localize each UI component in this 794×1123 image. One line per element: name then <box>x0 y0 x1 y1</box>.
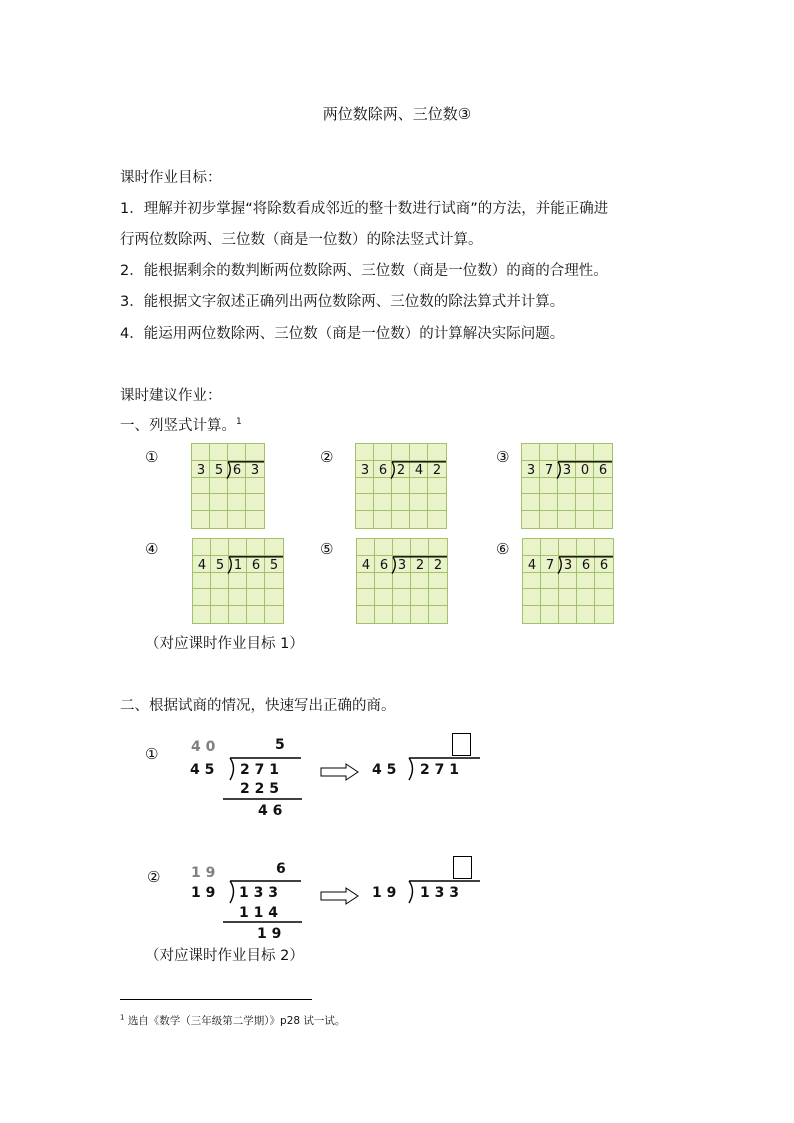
footnote-text: 选自《数学（三年级第二学期）》p28 试一试。 <box>127 1015 346 1027</box>
divisor-digit: 5 <box>215 557 225 573</box>
dividend-digit: 6 <box>232 462 242 478</box>
dividend-digit: 3 <box>397 557 407 573</box>
dividend-digit: 6 <box>581 557 591 573</box>
homework-heading: 课时建议作业： <box>120 388 222 404</box>
divisor-digit: 3 <box>360 462 370 478</box>
divisor-digit: 7 <box>545 557 555 573</box>
problem-2-number: ② <box>320 448 334 466</box>
footnote-mark: 1 <box>120 1013 125 1022</box>
s2-p2-answer-box[interactable] <box>453 856 472 879</box>
section-2-target: （对应课时作业目标 2） <box>145 948 304 964</box>
s2-p2-dividend: 1 3 3 <box>239 885 278 901</box>
division-bracket <box>357 539 447 623</box>
dividend-digit: 0 <box>580 462 590 478</box>
footnote-ref: 1 <box>236 417 242 428</box>
goal-2: 2．能根据剩余的数判断两位数除两、三位数（商是一位数）的商的合理性。 <box>120 263 608 279</box>
divisor-digit: 4 <box>361 557 371 573</box>
dividend-digit: 2 <box>433 557 443 573</box>
division-bracket <box>193 539 283 623</box>
s2-p2-divisor: 1 9 <box>191 885 216 901</box>
goal-1-line-2: 行两位数除两、三位数（商是一位数）的除法竖式计算。 <box>120 232 483 248</box>
problem-5-number: ⑤ <box>320 540 334 558</box>
s2-p1-answer-divisor: 4 5 <box>372 762 397 778</box>
section-2-title: 二、根据试商的情况，快速写出正确的商。 <box>120 698 396 714</box>
divisor-digit: 5 <box>214 462 224 478</box>
dividend-digit: 3 <box>250 462 260 478</box>
section-1-title-text: 一、列竖式计算。 <box>120 418 236 434</box>
footnote-rule <box>120 999 312 1000</box>
grid-problem-3[interactable] <box>521 443 613 529</box>
grid-problem-4[interactable] <box>192 538 284 624</box>
goals-heading: 课时作业目标： <box>120 170 222 186</box>
section-1-target: （对应课时作业目标 1） <box>145 636 304 652</box>
divisor-digit: 4 <box>527 557 537 573</box>
s2-p1-answer-box[interactable] <box>452 733 471 756</box>
s2-problem-1-number: ① <box>145 745 159 763</box>
grid-problem-1[interactable] <box>191 443 265 529</box>
s2-p2-remainder: 1 9 <box>257 926 282 942</box>
grid-problem-2[interactable] <box>355 443 447 529</box>
s2-p1-product: 2 2 5 <box>240 781 279 797</box>
dividend-digit: 1 <box>233 557 243 573</box>
arrow-icon <box>320 763 360 781</box>
divisor-digit: 6 <box>378 462 388 478</box>
problem-3-number: ③ <box>496 448 510 466</box>
dividend-digit: 6 <box>599 557 609 573</box>
dividend-digit: 5 <box>269 557 279 573</box>
dividend-digit: 6 <box>251 557 261 573</box>
grid-problem-5[interactable] <box>356 538 448 624</box>
goal-4: 4．能运用两位数除两、三位数（商是一位数）的计算解决实际问题。 <box>120 326 565 342</box>
s2-p2-answer-dividend: 1 3 3 <box>420 885 459 901</box>
dividend-digit: 2 <box>415 557 425 573</box>
dividend-digit: 3 <box>562 462 572 478</box>
divisor-digit: 6 <box>379 557 389 573</box>
dividend-digit: 3 <box>563 557 573 573</box>
problem-1-number: ① <box>145 448 159 466</box>
s2-p2-trial-quotient: 6 <box>276 861 286 877</box>
problem-4-number: ④ <box>145 540 159 558</box>
divisor-digit: 3 <box>196 462 206 478</box>
divisor-digit: 4 <box>197 557 207 573</box>
s2-p2-product: 1 1 4 <box>239 905 278 921</box>
s2-p1-remainder: 4 6 <box>258 803 283 819</box>
s2-p1-trial-quotient: 5 <box>275 737 285 753</box>
s2-p1-divisor: 4 5 <box>190 762 215 778</box>
division-bracket <box>192 444 264 528</box>
s2-problem-2-number: ② <box>147 868 161 886</box>
page-title: 两位数除两、三位数③ <box>322 105 472 123</box>
grid-problem-6[interactable] <box>522 538 614 624</box>
divisor-digit: 7 <box>544 462 554 478</box>
division-bracket <box>522 444 612 528</box>
dividend-digit: 6 <box>598 462 608 478</box>
division-bracket <box>523 539 613 623</box>
goal-1-line-1: 1．理解并初步掌握“将除数看成邻近的整十数进行试商”的方法，并能正确进 <box>120 201 609 217</box>
s2-p2-trial-divisor: 1 9 <box>191 865 216 881</box>
s2-p1-trial-divisor: 4 0 <box>191 739 216 755</box>
s2-p2-answer-divisor: 1 9 <box>372 885 397 901</box>
arrow-icon <box>320 887 360 905</box>
dividend-digit: 4 <box>414 462 424 478</box>
divisor-digit: 3 <box>526 462 536 478</box>
dividend-digit: 2 <box>396 462 406 478</box>
s2-p1-dividend: 2 7 1 <box>240 762 279 778</box>
s2-p1-answer-dividend: 2 7 1 <box>420 762 459 778</box>
footnote <box>120 1013 345 1028</box>
dividend-digit: 2 <box>432 462 442 478</box>
division-bracket <box>356 444 446 528</box>
goal-3: 3．能根据文字叙述正确列出两位数除两、三位数的除法算式并计算。 <box>120 294 565 310</box>
section-1-title <box>120 414 242 435</box>
problem-6-number: ⑥ <box>496 540 510 558</box>
